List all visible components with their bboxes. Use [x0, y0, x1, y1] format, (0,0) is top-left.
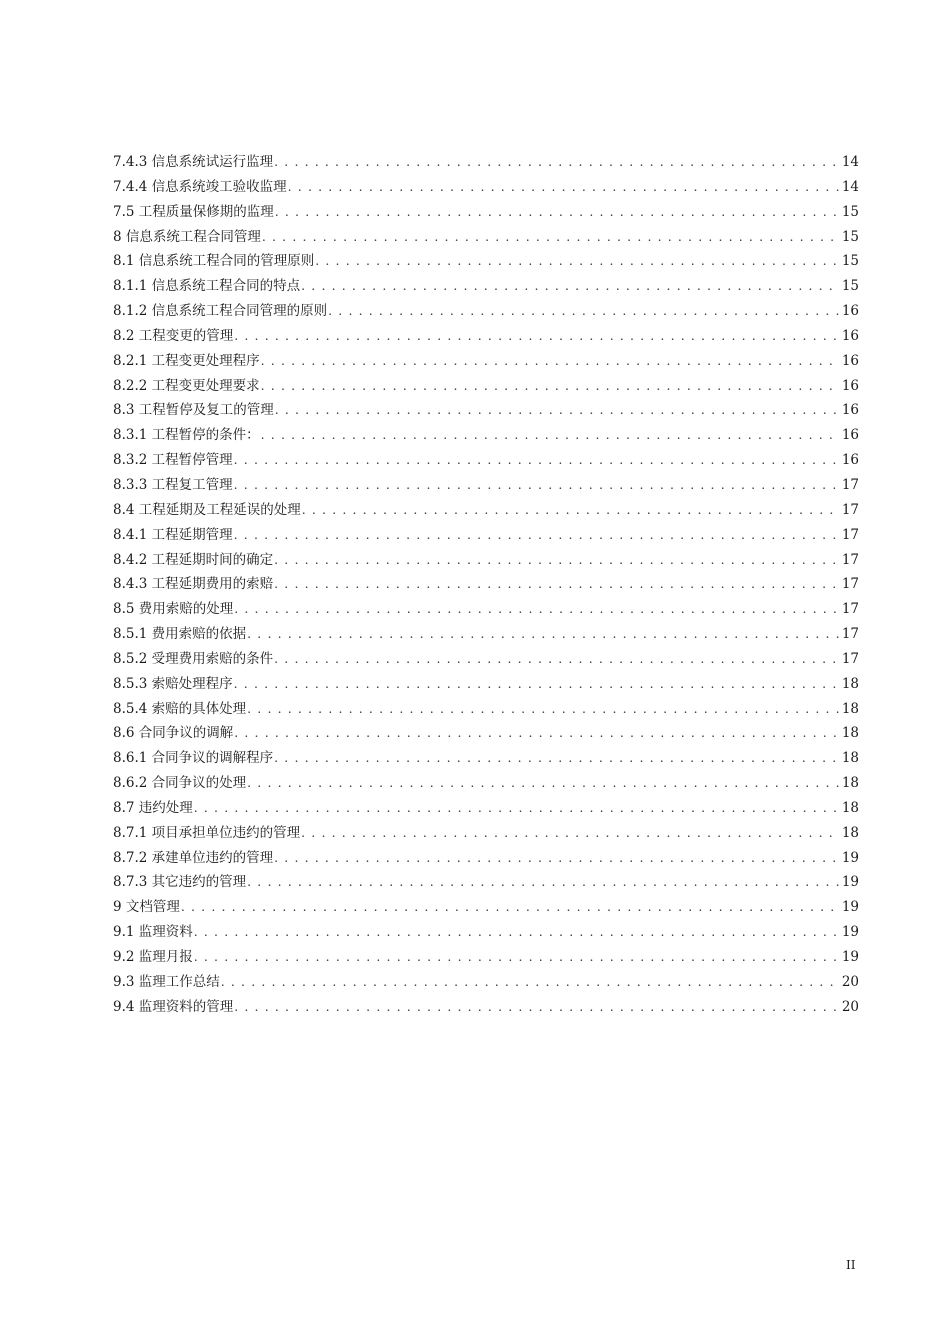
- toc-entry-page-number: 16: [841, 303, 859, 320]
- toc-dot-leader: [247, 771, 840, 796]
- toc-entry[interactable]: [113, 225, 859, 250]
- toc-entry[interactable]: [113, 870, 859, 895]
- toc-dot-leader: [194, 920, 840, 945]
- toc-dot-leader: [274, 548, 840, 573]
- toc-dot-leader: [301, 821, 840, 846]
- toc-entry-title: 8.2.1 工程变更处理程序: [113, 352, 260, 369]
- toc-entry-title: 8.4.3 工程延期费用的索赔: [113, 576, 274, 593]
- toc-entry-page-number: 18: [841, 700, 859, 717]
- toc-entry-page-number: 14: [841, 154, 859, 170]
- toc-entry-page-number: 17: [841, 551, 859, 568]
- toc-entry-page-number: 15: [841, 278, 859, 295]
- toc-entry[interactable]: [113, 746, 859, 771]
- toc-dot-leader: [288, 175, 840, 200]
- toc-dot-leader: [261, 374, 840, 399]
- toc-entry-title: 8.7.2 承建单位违约的管理: [113, 849, 274, 866]
- toc-entry[interactable]: [113, 945, 859, 970]
- toc-dot-leader: [247, 697, 840, 722]
- toc-entry-title: 8.2 工程变更的管理: [113, 327, 234, 344]
- toc-entry[interactable]: [113, 448, 859, 473]
- toc-entry-title: 8.5.2 受理费用索赔的条件: [113, 650, 274, 667]
- toc-entry-title: 8.3.2 工程暂停管理: [113, 452, 233, 469]
- toc-dot-leader: [302, 498, 840, 523]
- toc-entry-page-number: 19: [841, 899, 859, 916]
- toc-entry-page-number: 19: [841, 949, 859, 965]
- toc-entry-page-number: 16: [841, 352, 859, 369]
- toc-entry[interactable]: [113, 324, 859, 349]
- toc-entry[interactable]: [113, 995, 859, 1020]
- toc-entry[interactable]: [113, 498, 859, 523]
- toc-dot-leader: [234, 473, 840, 498]
- toc-entry[interactable]: [113, 299, 859, 324]
- toc-entry-page-number: 19: [841, 924, 859, 941]
- toc-entry-title: 9.2 监理月报: [113, 949, 193, 965]
- toc-entry[interactable]: [113, 697, 859, 722]
- toc-entry-page-number: 17: [841, 526, 859, 543]
- toc-dot-leader: [274, 150, 840, 175]
- toc-entry-page-number: 19: [841, 874, 859, 891]
- toc-entry[interactable]: [113, 771, 859, 796]
- toc-entry-title: 8 信息系统工程合同管理: [113, 228, 261, 245]
- toc-entry[interactable]: [113, 548, 859, 573]
- toc-entry-page-number: 16: [841, 402, 859, 419]
- toc-entry-title: 8.1 信息系统工程合同的管理原则: [113, 253, 315, 270]
- toc-entry[interactable]: [113, 349, 859, 374]
- toc-entry-title: 8.7.1 项目承担单位违约的管理: [113, 824, 301, 841]
- toc-entry-page-number: 16: [841, 452, 859, 469]
- toc-dot-leader: [234, 995, 840, 1020]
- toc-entry-title: 8.7.3 其它违约的管理: [113, 874, 247, 891]
- toc-entry-title: 8.6 合同争议的调解: [113, 725, 234, 742]
- toc-entry-title: 8.4.2 工程延期时间的确定: [113, 551, 274, 568]
- toc-entry[interactable]: [113, 150, 859, 175]
- toc-entry[interactable]: [113, 200, 859, 225]
- toc-dot-leader: [234, 523, 840, 548]
- toc-entry-page-number: 17: [841, 576, 859, 593]
- toc-entry[interactable]: [113, 175, 859, 200]
- toc-dot-leader: [234, 672, 840, 697]
- toc-dot-leader: [274, 746, 840, 771]
- toc-dot-leader: [275, 200, 840, 225]
- toc-entry-page-number: 15: [841, 228, 859, 245]
- toc-entry[interactable]: [113, 796, 859, 821]
- toc-entry-page-number: 15: [841, 253, 859, 270]
- toc-entry-page-number: 20: [841, 973, 859, 990]
- toc-entry[interactable]: [113, 622, 859, 647]
- toc-entry-page-number: 17: [841, 601, 859, 618]
- toc-entry[interactable]: [113, 920, 859, 945]
- toc-entry-title: 8.3 工程暂停及复工的管理: [113, 402, 274, 419]
- toc-entry[interactable]: [113, 895, 859, 920]
- toc-entry[interactable]: [113, 970, 859, 995]
- toc-entry[interactable]: [113, 274, 859, 299]
- toc-entry-title: 7.5 工程质量保修期的监理: [113, 203, 274, 220]
- toc-entry-title: 7.4.3 信息系统试运行监理: [113, 154, 274, 170]
- toc-entry-title: 9.1 监理资料: [113, 924, 193, 941]
- toc-entry-title: 8.1.1 信息系统工程合同的特点: [113, 278, 301, 295]
- toc-entry[interactable]: [113, 597, 859, 622]
- toc-dot-leader: [221, 970, 840, 995]
- toc-dot-leader: [194, 945, 840, 970]
- toc-dot-leader: [301, 274, 840, 299]
- toc-entry[interactable]: [113, 523, 859, 548]
- toc-entry-page-number: 16: [841, 377, 859, 394]
- toc-entry-page-number: 20: [841, 998, 859, 1015]
- toc-entry-title: 8.2.2 工程变更处理要求: [113, 377, 260, 394]
- toc-entry-title: 8.3.3 工程复工管理: [113, 476, 233, 493]
- toc-dot-leader: [234, 721, 840, 746]
- toc-dot-leader: [261, 423, 840, 448]
- toc-entry[interactable]: [113, 821, 859, 846]
- toc-dot-leader: [181, 895, 840, 920]
- toc-entry-page-number: 18: [841, 799, 859, 816]
- toc-entry-title: 8.6.1 合同争议的调解程序: [113, 750, 274, 767]
- toc-entry[interactable]: [113, 672, 859, 697]
- toc-entry-page-number: 18: [841, 775, 859, 792]
- toc-entry-title: 8.4.1 工程延期管理: [113, 526, 233, 543]
- page-number: II: [846, 1258, 856, 1272]
- toc-dot-leader: [274, 846, 840, 871]
- toc-dot-leader: [274, 647, 840, 672]
- toc-entry-page-number: 17: [841, 501, 859, 518]
- toc-entry-page-number: 17: [841, 626, 859, 643]
- toc-dot-leader: [247, 870, 840, 895]
- toc-entry[interactable]: [113, 846, 859, 871]
- toc-dot-leader: [315, 249, 840, 274]
- toc-entry-page-number: 14: [841, 178, 859, 195]
- toc-entry[interactable]: [113, 398, 859, 423]
- table-of-contents: [113, 150, 859, 1020]
- toc-dot-leader: [234, 448, 840, 473]
- toc-entry-page-number: 18: [841, 824, 859, 841]
- toc-entry-page-number: 16: [841, 327, 859, 344]
- toc-entry[interactable]: [113, 374, 859, 399]
- toc-entry-page-number: 18: [841, 725, 859, 742]
- toc-entry-page-number: 19: [841, 849, 859, 866]
- toc-entry-title: 8.4 工程延期及工程延误的处理: [113, 501, 301, 518]
- toc-entry-title: 8.6.2 合同争议的处理: [113, 775, 247, 792]
- toc-dot-leader: [234, 324, 840, 349]
- toc-dot-leader: [328, 299, 840, 324]
- toc-entry-title: 9 文档管理: [113, 899, 180, 916]
- toc-dot-leader: [274, 572, 840, 597]
- toc-entry-title: 8.5 费用索赔的处理: [113, 601, 234, 618]
- toc-entry-page-number: 18: [841, 750, 859, 767]
- toc-dot-leader: [262, 225, 840, 250]
- toc-entry-page-number: 18: [841, 675, 859, 692]
- toc-entry-title: 9.3 监理工作总结: [113, 973, 220, 990]
- toc-entry[interactable]: [113, 647, 859, 672]
- toc-entry[interactable]: [113, 572, 859, 597]
- toc-entry-page-number: 16: [841, 427, 859, 444]
- toc-dot-leader: [234, 597, 840, 622]
- toc-entry-page-number: 17: [841, 650, 859, 667]
- toc-entry-title: 8.7 违约处理: [113, 799, 193, 816]
- toc-entry[interactable]: [113, 423, 859, 448]
- toc-dot-leader: [261, 349, 840, 374]
- toc-entry-title: 8.5.4 索赔的具体处理: [113, 700, 247, 717]
- toc-entry[interactable]: [113, 473, 859, 498]
- toc-dot-leader: [194, 796, 840, 821]
- toc-entry-title: 8.5.1 费用索赔的依据: [113, 626, 247, 643]
- toc-entry-title: 8.5.3 索赔处理程序: [113, 675, 233, 692]
- toc-dot-leader: [247, 622, 840, 647]
- toc-entry-title: 9.4 监理资料的管理: [113, 998, 234, 1015]
- toc-entry[interactable]: [113, 249, 859, 274]
- toc-entry-title: 8.3.1 工程暂停的条件：: [113, 427, 260, 444]
- toc-entry[interactable]: [113, 721, 859, 746]
- toc-entry-page-number: 17: [841, 476, 859, 493]
- toc-entry-page-number: 15: [841, 203, 859, 220]
- toc-entry-title: 7.4.4 信息系统竣工验收监理: [113, 178, 287, 195]
- toc-dot-leader: [275, 398, 840, 423]
- toc-entry-title: 8.1.2 信息系统工程合同管理的原则: [113, 303, 328, 320]
